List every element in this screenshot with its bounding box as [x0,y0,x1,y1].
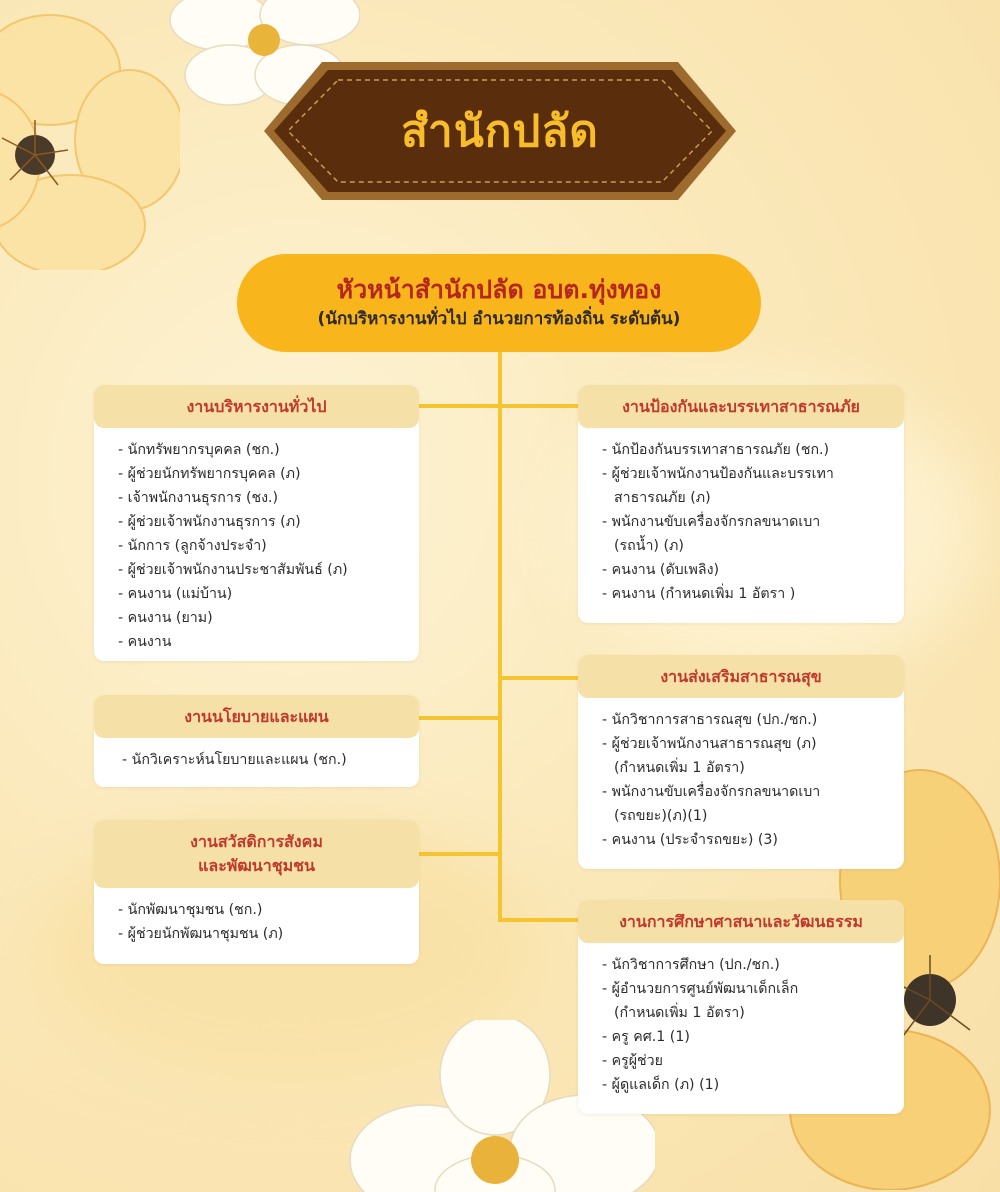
list-item: - ผู้ช่วยเจ้าพนักงานสาธารณสุข (ภ) [602,736,817,752]
page-title: สำนักปลัด [401,106,599,157]
head-subtitle: (นักบริหารงานทั่วไป อำนวยการท้องถิ่น ระดับต้น) [317,309,681,329]
list-item: - เจ้าพนักงานธุรการ (ชง.) [118,490,279,506]
section-title [94,820,419,888]
connector-policy [418,716,500,720]
list-item: - ผู้ช่วยนักทรัพยากรบุคคล (ภ) [118,466,301,482]
flower-decoration-top-left [0,10,180,270]
list-item: - ผู้ช่วยเจ้าพนักงานป้องกันและบรรเทา [602,466,834,482]
section-items [94,428,419,664]
list-item: - นักวิเคราะห์นโยบายและแผน (ชก.) [122,752,347,768]
list-item: - ผู้ช่วยนักพัฒนาชุมชน (ภ) [118,926,284,942]
section-public-health [578,655,904,869]
list-item: - ผู้ช่วยเจ้าพนักงานธุรการ (ภ) [118,514,301,530]
section-items [578,698,904,862]
list-item-continuation: (กำหนดเพิ่ม 1 อัตรา) [614,760,745,776]
list-item: - คนงาน (ยาม) [118,610,213,626]
list-item: - คนงาน (ดับเพลิง) [602,562,720,578]
section-title: งานบริหารงานทั่วไป [94,385,419,428]
section-title: งานการศึกษาศาสนาและวัฒนธรรม [578,900,904,943]
section-title: งานป้องกันและบรรเทาสาธารณภัย [578,385,904,428]
section-disaster-prevention [578,385,904,623]
section-policy-planning [94,695,419,787]
section-title: งานนโยบายและแผน [94,695,419,738]
list-item: - คนงาน (แม่บ้าน) [118,586,233,602]
list-item: - คนงาน [118,634,172,650]
section-title-line-2: และพัฒนาชุมชน [198,856,315,875]
head-title: หัวหน้าสำนักปลัด อบต.ทุ่งทอง [336,275,662,304]
section-education-religion-culture [578,900,904,1114]
section-general-administration [94,385,419,661]
list-item: - ผู้ดูแลเด็ก (ภ) (1) [602,1077,720,1093]
connector-general [418,404,580,408]
list-item: - นักการ (ลูกจ้างประจำ) [118,538,267,554]
section-items [94,738,419,782]
list-item: - นักป้องกันบรรเทาสาธารณภัย (ชก.) [602,442,830,458]
connector-welfare [418,852,500,856]
list-item-continuation: (รถขยะ)(ภ)(1) [614,808,708,824]
title-plate [262,60,738,202]
list-item-continuation: (กำหนดเพิ่ม 1 อัตรา) [614,1005,745,1021]
section-social-welfare [94,820,419,964]
list-item: - คนงาน (กำหนดเพิ่ม 1 อัตรา ) [602,586,796,602]
list-item: - ครู คศ.1 (1) [602,1029,690,1045]
list-item: - ผู้ช่วยเจ้าพนักงานประชาสัมพันธ์ (ภ) [118,562,348,578]
list-item: - นักวิชาการศึกษา (ปก./ชก.) [602,957,780,973]
head-of-office [237,254,761,352]
section-items [94,888,419,956]
list-item-continuation: (รถน้ำ) (ภ) [614,538,684,554]
list-item: - นักวิชาการสาธารณสุข (ปก./ชก.) [602,712,818,728]
section-items [578,428,904,616]
list-item: - นักพัฒนาชุมชน (ชก.) [118,902,263,918]
list-item-continuation: สาธารณภัย (ภ) [614,490,711,506]
section-title: งานส่งเสริมสาธารณสุข [578,655,904,698]
list-item: - ครูผู้ช่วย [602,1053,663,1069]
list-item: - พนักงานขับเครื่องจักรกลขนาดเบา [602,784,821,800]
connector-health [500,676,580,680]
connector-trunk [498,352,502,922]
list-item: - พนักงานขับเครื่องจักรกลขนาดเบา [602,514,821,530]
connector-education [500,918,580,922]
section-title-line-1: งานสวัสดิการสังคม [190,832,323,851]
list-item: - คนงาน (ประจำรถขยะ) (3) [602,832,778,848]
list-item: - นักทรัพยากรบุคคล (ชก.) [118,442,280,458]
section-items [578,943,904,1107]
list-item: - ผู้อำนวยการศูนย์พัฒนาเด็กเล็ก [602,981,799,997]
